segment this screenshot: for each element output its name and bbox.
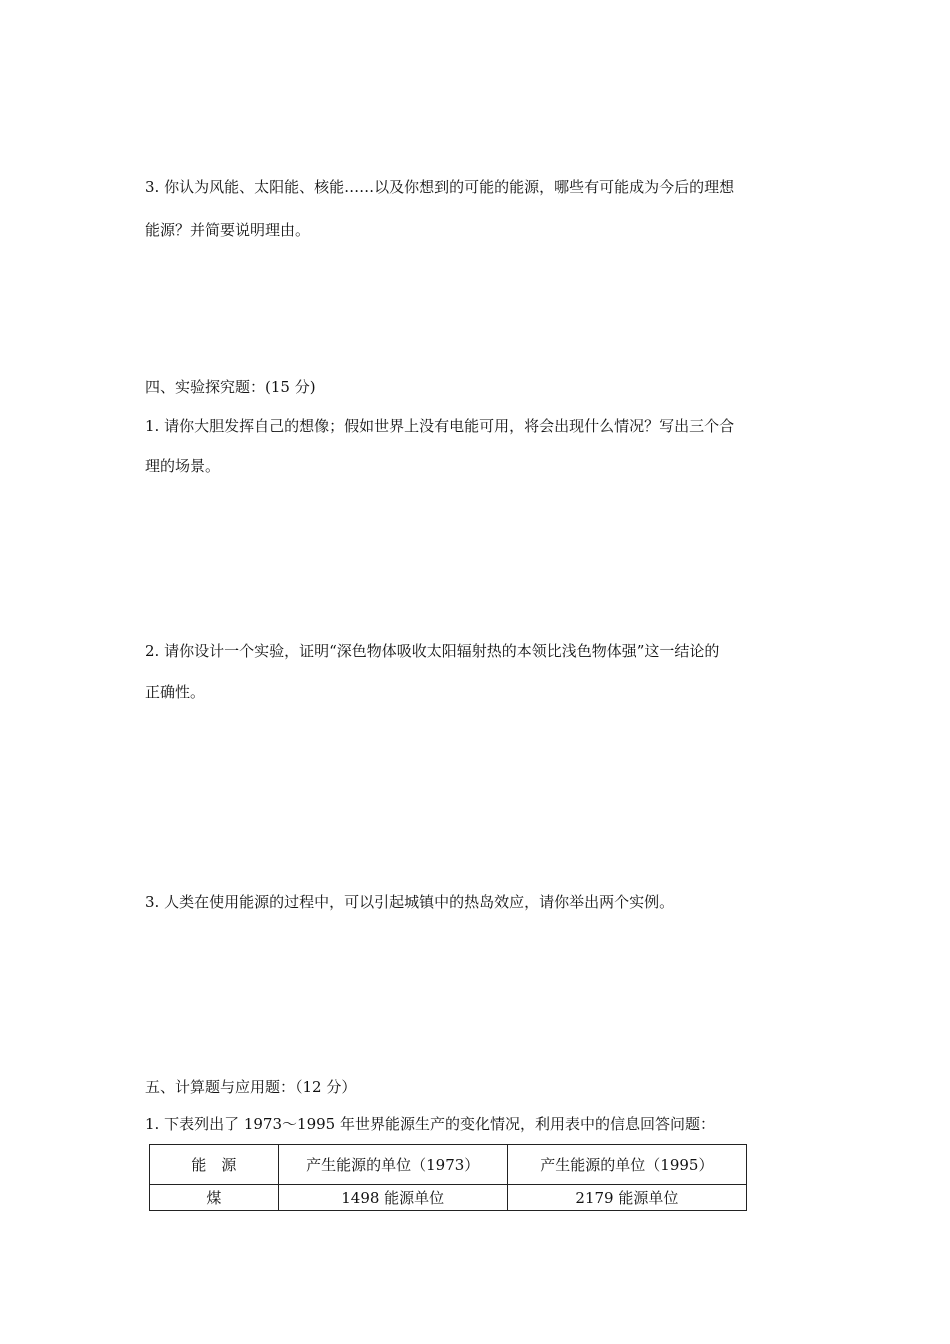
question-3-text-line-1: 3. 你认为风能、太阳能、核能……以及你想到的可能的能源，哪些有可能成为今后的理想 (145, 178, 735, 196)
table-cell: 煤 (150, 1185, 279, 1211)
section-4-question-1-line-2: 理的场景。 (145, 457, 221, 475)
energy-production-table (149, 1144, 747, 1211)
table-row (150, 1185, 747, 1211)
table-header-cell: 能 源 (150, 1145, 279, 1185)
section-5-heading: 五、计算题与应用题：（12 分） (145, 1078, 357, 1096)
section-4-question-2-line-1: 2. 请你设计一个实验，证明“深色物体吸收太阳辐射热的本领比浅色物体强”这一结论的 (145, 642, 720, 660)
table-cell: 2179 能源单位 (507, 1185, 746, 1211)
table-header-row (150, 1145, 747, 1185)
table-header-cell: 产生能源的单位（1995） (507, 1145, 746, 1185)
section-4-question-1-line-1: 1. 请你大胆发挥自己的想像；假如世界上没有电能可用，将会出现什么情况？写出三个合 (145, 417, 735, 435)
table-header-cell: 产生能源的单位（1973） (278, 1145, 507, 1185)
section-4-question-3-line-1: 3. 人类在使用能源的过程中，可以引起城镇中的热岛效应，请你举出两个实例。 (145, 893, 675, 911)
section-5-question-1-line-1: 1. 下表列出了 1973～1995 年世界能源生产的变化情况，利用表中的信息回答问题： (145, 1115, 715, 1133)
section-4-question-2-line-2: 正确性。 (145, 683, 206, 701)
section-4-heading: 四、实验探究题：(15 分) (145, 378, 316, 396)
table-cell: 1498 能源单位 (278, 1185, 507, 1211)
question-3-text-line-2: 能源？并简要说明理由。 (145, 221, 311, 239)
